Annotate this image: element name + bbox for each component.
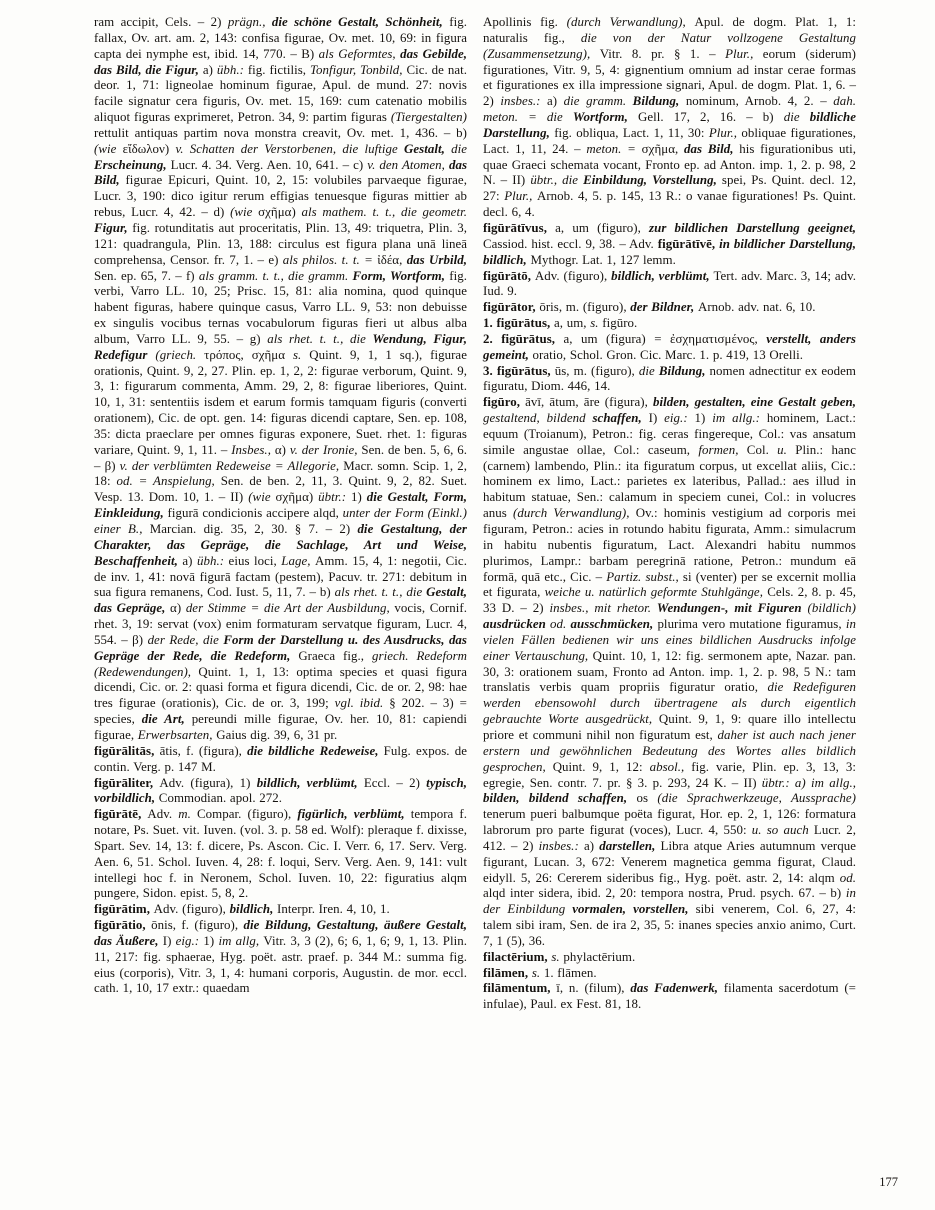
- entry-paragraph: filāmentum, ī, n. (filum), das Fadenwerk, filamenta sacerdotum (= infulae), Paul. ex Fest. 81, 18.: [483, 981, 856, 1012]
- entry-paragraph: figūrātē, Adv. m. Compar. (figuro), figürlich, verblümt, tempora f. notare, Ps. Suet. vit. Iuven. (vol. 3. p. 58 ed. Wolf): pleraque f. dixisse, Spart. Sev. 14, 13: f. dicere, Ps. Ascon. Cic. I. Verr. 6, 17. Serv. Verg. Aen. 6, 51. Schol. Iuven. 4, 28: f. loqui, Serv. Verg. Aen. 9, 141: vult intellegi hoc f. in Neronem, Schol. Iuven. 10, 22: figuratius alqm pungere, Sidon. epist. 5, 8, 2.: [94, 807, 467, 901]
- entry-paragraph: ram accipit, Cels. – 2) prägn., die schöne Gestalt, Schönheit, fig. fallax, Ov. art. am. 2, 143: confisa figurae, Ov. met. 10, 69: in figura capta dei nymphe est, ibid. 14, 770. – B) als Geformtes, das Gebilde, das Bild, die Figur, a) übh.: fig. fictilis, Tonfigur, Tonbild, Cic. de nat. deor. 1, 71: ligneolae hominum figurae, Apul. de mund. 27: novis facile signatur cera figuris, Ov. met. 15, 169: cum catenatio mobilis aliquot figuras exprimeret, Petron. 34, 9: partim figuras (Tiergestalten) rettulit antiquas partim nova monstra creavit, Ov. met. 1, 436. – b) (wie εἴδωλον) v. Schatten der Verstorbenen, die luftige Gestalt, die Erscheinung, Lucr. 4. 34. Verg. Aen. 10, 641. – c) v. den Atomen, das Bild, figurae Epicuri, Quint. 10, 2, 15: volubiles parvaeque figurae, Lucr. 3, 190: dico igitur rerum effigias tenuesque figuras mittier ab rebus, Lucr. 4, 42. – d) (wie σχῆμα) als mathem. t. t., die geometr. Figur, fig. rotunditatis aut proceritatis, Plin. 13, 49: triquetra, Plin. 3, 121: quadrangula, Plin. 13, 188: circulus est figura plana unā lineā comprehensa, Censor. fr. 7, 1. – e) als philos. t. t. = ἰδέα, das Urbild, Sen. ep. 65, 7. – f) als gramm. t. t., die gramm. Form, Wortform, fig. verbi, Varro LL. 10, 25; Prisc. 15, 81: alia nomina, quod quinque habent figuras, habere quinque casus, Varro LL. 9, 53: non debuisse ex singulis vocibus ternas vocabulorum figuras fieri ut albus alba album, Varro LL. 9, 55. – g) als rhet. t. t., die Wendung, Figur, Redefigur (griech. τρόπος, σχῆμα s. Quint. 9, 1, 1 sq.), figurae orationis, Quint. 9, 2, 27. Plin. ep. 1, 2, 2: figurae verborum, Quint. 9, 3, 1: figurarum commenta, Amm. 29, 2, 8: figurae liberiores, Quint. 10, 1, 31: sententiis isdem et earum formis tamquam figuris (converti orationem), Cic. de opt. gen. 14: figuras dicendi captare, Sen. ep. 108, 35: dicta praeclare per omnes figuras exponere, Suet. rhet. 1: figuras variare, Quint. 9, 1, 11. – Insbes., α) v. der Ironie, Sen. de ben. 5, 6, 6. – β) v. der verblümten Redeweise = Allegorie, Macr. somn. Scip. 1, 2, 18: od. = Anspielung, Sen. de ben. 2, 11, 3. Quint. 9, 2, 82. Suet. Vesp. 13. Dom. 10, 1. – II) (wie σχῆμα) übtr.: 1) die Gestalt, Form, Einkleidung, figurā condicionis accipere alqd, unter der Form (Einkl.) einer B., Marcian. dig. 35, 2, 30. § 7. – 2) die Gestaltung, der Charakter, das Gepräge, die Sachlage, Art und Weise, Beschaffenheit, a) übh.: eius loci, Lage, Amm. 15, 4, 1: negotii, Cic. de inv. 1, 41: novā figurā factam (pestem), Pacuv. tr. 271: debitum in sua figura remanens, Cod. Iust. 5, 11, 7. – b) als rhet. t. t., die Gestalt, das Gepräge, α) der Stimme = die Art der Ausbildung, vocis, Cornif. rhet. 3, 19: servat (vox) enim formaturam servatque figuram, Lucr. 4, 554. – β) der Rede, die Form der Darstellung u. des Ausdrucks, das Gepräge der Rede, die Redeform, Graeca fig., griech. Redeform (Redewendungen), Quint. 1, 1, 13: optima species et quasi figura dicendi, Cic. or. 2: quasi forma et figura dicendi, Cic. de or. 2, 98: hae tres figurae (orationis), Cic. de or. 3, 199; vgl. ibid. § 202. – 3) = species, die Art, pereundi mille figurae, Ov. her. 10, 81: capiendi figurae, Erwerbsarten, Gaius dig. 39, 6, 31 pr.: [94, 15, 468, 742]
- entry-paragraph: 2. figūrātus, a, um (figura) = ἐσχηματισμένος, verstellt, anders gemeint, oratio, Schol. Gron. Cic. Marc. 1. p. 419, 13 Orelli.: [483, 331, 856, 362]
- entry-paragraph: 3. figūrātus, ūs, m. (figuro), die Bildung, nomen adnectitur ex eodem figuratu, Diom. 446, 14.: [483, 363, 856, 394]
- entry-paragraph: figūrātio, ōnis, f. (figuro), die Bildung, Gestaltung, äußere Gestalt, das Äußere, I) eig.: 1) im allg, Vitr. 3, 3 (2), 6; 6, 1, 6; 9, 1, 13. Plin. 11, 217: fig. sphaerae, Hyg. poët. astr. praef. p. 344 M.: summa fig. eius (corporis), Vitr. 3, 1, 4: humani corporis, Augustin. de mor. eccl. cath. 1, 10, 17 extr.: quaedam: [94, 918, 468, 996]
- entry-paragraph: figūrāliter, Adv. (figura), 1) bildlich, verblümt, Eccl. – 2) typisch, vorbildlich, Commodian. apol. 272.: [94, 775, 467, 806]
- entry-paragraph: filactērium, s. phylactērium.: [483, 949, 636, 964]
- entry-paragraph: figūrātō, Adv. (figuro), bildlich, verblümt, Tert. adv. Marc. 3, 14; adv. Iud. 9.: [483, 268, 857, 299]
- entry-paragraph: Apollinis fig. (durch Verwandlung), Apul. de dogm. Plat. 1, 1: naturalis fig., die von der Natur vollzogene Gestaltung (Zusammensetzung), Vitr. 8. pr. § 1. – Plur., eorum (siderum) figurationes, Vitr. 9, 5, 4: gignentium omnium ad instar cerae formas et figurationes ex illa impressione signari, Apul. de dogm. Plat. 1, 6. – 2) insbes.: a) die gramm. Bildung, nominum, Arnob. 4, 2. – dah. meton. = die Wortform, Gell. 17, 2, 16. – b) die bildliche Darstellung, fig. obliqua, Lact. 1, 11, 30: Plur., obliquae figurationes, Lact. 1, 11, 24. – meton. = σχῆμα, das Bild, his figurationibus uti, quae Graeci schemata vocant, Fronto ep. ad Anton. imp. 1, 2. p. 98, 2 N. – II) übtr., die Einbildung, Vorstellung, spei, Ps. Quint. decl. 12, 27: Plur., Arnob. 4, 5. p. 145, 13 R.: o vanae figurationes! Ps. Quint. decl. 6, 4.: [483, 15, 857, 220]
- entry-paragraph: figūrālitās, ātis, f. (figura), die bildliche Redeweise, Fulg. expos. de contin. Verg. p. 147 M.: [94, 743, 467, 774]
- entry-paragraph: filāmen, s. 1. flāmen.: [483, 965, 597, 980]
- text-columns: [94, 15, 856, 1013]
- entry-paragraph: figūrātim, Adv. (figuro), bildlich, Interpr. Iren. 4, 10, 1.: [94, 902, 390, 917]
- entry-paragraph: figūrātīvus, a, um (figuro), zur bildlichen Darstellung geeignet, Cassiod. hist. eccl. 9, 38. – Adv. figūrātīvē, in bildlicher Darstellung, bildlich, Mythogr. Lat. 1, 127 lemm.: [483, 220, 857, 267]
- column-left: [94, 15, 467, 1013]
- entry-paragraph: figūro, āvī, ātum, āre (figura), bilden, gestalten, eine Gestalt geben, gestaltend, bildend schaffen, I) eig.: 1) im allg.: hominem, Lact.: equum (Troianum), Petron.: fig. ceras fingereque, Col.: vas ansatum simile angustae ollae, Col.: caseum, formen, Col. u. Plin.: hanc (carnem) lambendo, Plin.: ita figuratum corpus, ut excellat aliis, Cic.: hominem ex limo, Lact.: parietes ex lateribus, Pallad.: aes illud in habitum statuae, Sen.: calamum in speciem cunei, Col.: in volucres anus (durch Verwandlung), Ov.: hominis vestigium ad corporis mei figuram, Petron.: acies in rotundo habitu figurata, Amm.: simulacrum in habitu nubentis figuratum, Lact. Alexandri habitu nummos plurimos, Lampr.: barbam peregrinā ratione, Petron.: mundum eā formā, quā etc., Cic. – Partiz. subst., si (venter) per se excernit mollia et figurata, weiche u. natürlich geformte Stuhlgänge, Cels. 2, 8. p. 45, 33 D. – 2) insbes., mit rhetor. Wendungen-, mit Figuren (bildlich) ausdrücken od. ausschmücken, plurima vero mutatione figuramus, in vielen Fällen bedienen wir uns eines bildlichen Ausdrucks infolge einer Vertauschung, Quint. 10, 1, 12: fig. sermonem apte, Nazar. pan. 30, 3: orationem suam, Fronto ad Anton. imp. 1, 2. p. 98, 5 N.: tam translatis verbis quam propriis figuratur oratio, die Redefiguren werden ebensowohl durch übertragene als durch eigentlich gebrauchte Worte ausgedrückt, Quint. 9, 1, 9: quare illo intellectu priore et communi nihil non figuratum est, daher ist auch nach jener erstern und gewöhnlichen Bedeutung des Wortes alles bildlich gesprochen, Quint. 9, 1, 12: absol., fig. varie, Plin. ep. 3, 13, 3: egregie, Sen. contr. 7. pr. § 3. p. 293, 24 K. – II) übtr.: a) im allg., bilden, bildend schaffen, os (die Sprachwerkzeuge, Aussprache) tenerum pueri balbumque poëta figurat, Hor. ep. 2, 1, 126: formatura labrorum pro parte figurat (voces), Lucr. 4, 550: u. so auch Lucr. 2, 412. – 2) insbes.: a) darstellen, Libra atque Aries autumnum verque figurant, Lucan. 3, 672: Venerem magnetica gemma figurat, Claud. eidyll. 5, 26: Cererem sideribus fig., Hyg. poët. astr. 2, 14: alqm od. alqd inter sidera, ibid. 2, 20: tempora nostra, Prud. psych. 67. – b) in der Einbildung vormalen, vorstellen, sibi venerem, Col. 6, 27, 4: talem sibi iram, Sen. de ira 2, 35, 5: inanes species anxio animo, Curt. 7, 1 (5), 36.: [483, 395, 857, 948]
- column-right: [483, 15, 856, 1013]
- entry-paragraph: figūrātor, ōris, m. (figuro), der Bildner, Arnob. adv. nat. 6, 10.: [483, 300, 816, 315]
- entry-paragraph: 1. figūrātus, a, um, s. figūro.: [483, 316, 638, 331]
- page-number: 177: [879, 1175, 898, 1189]
